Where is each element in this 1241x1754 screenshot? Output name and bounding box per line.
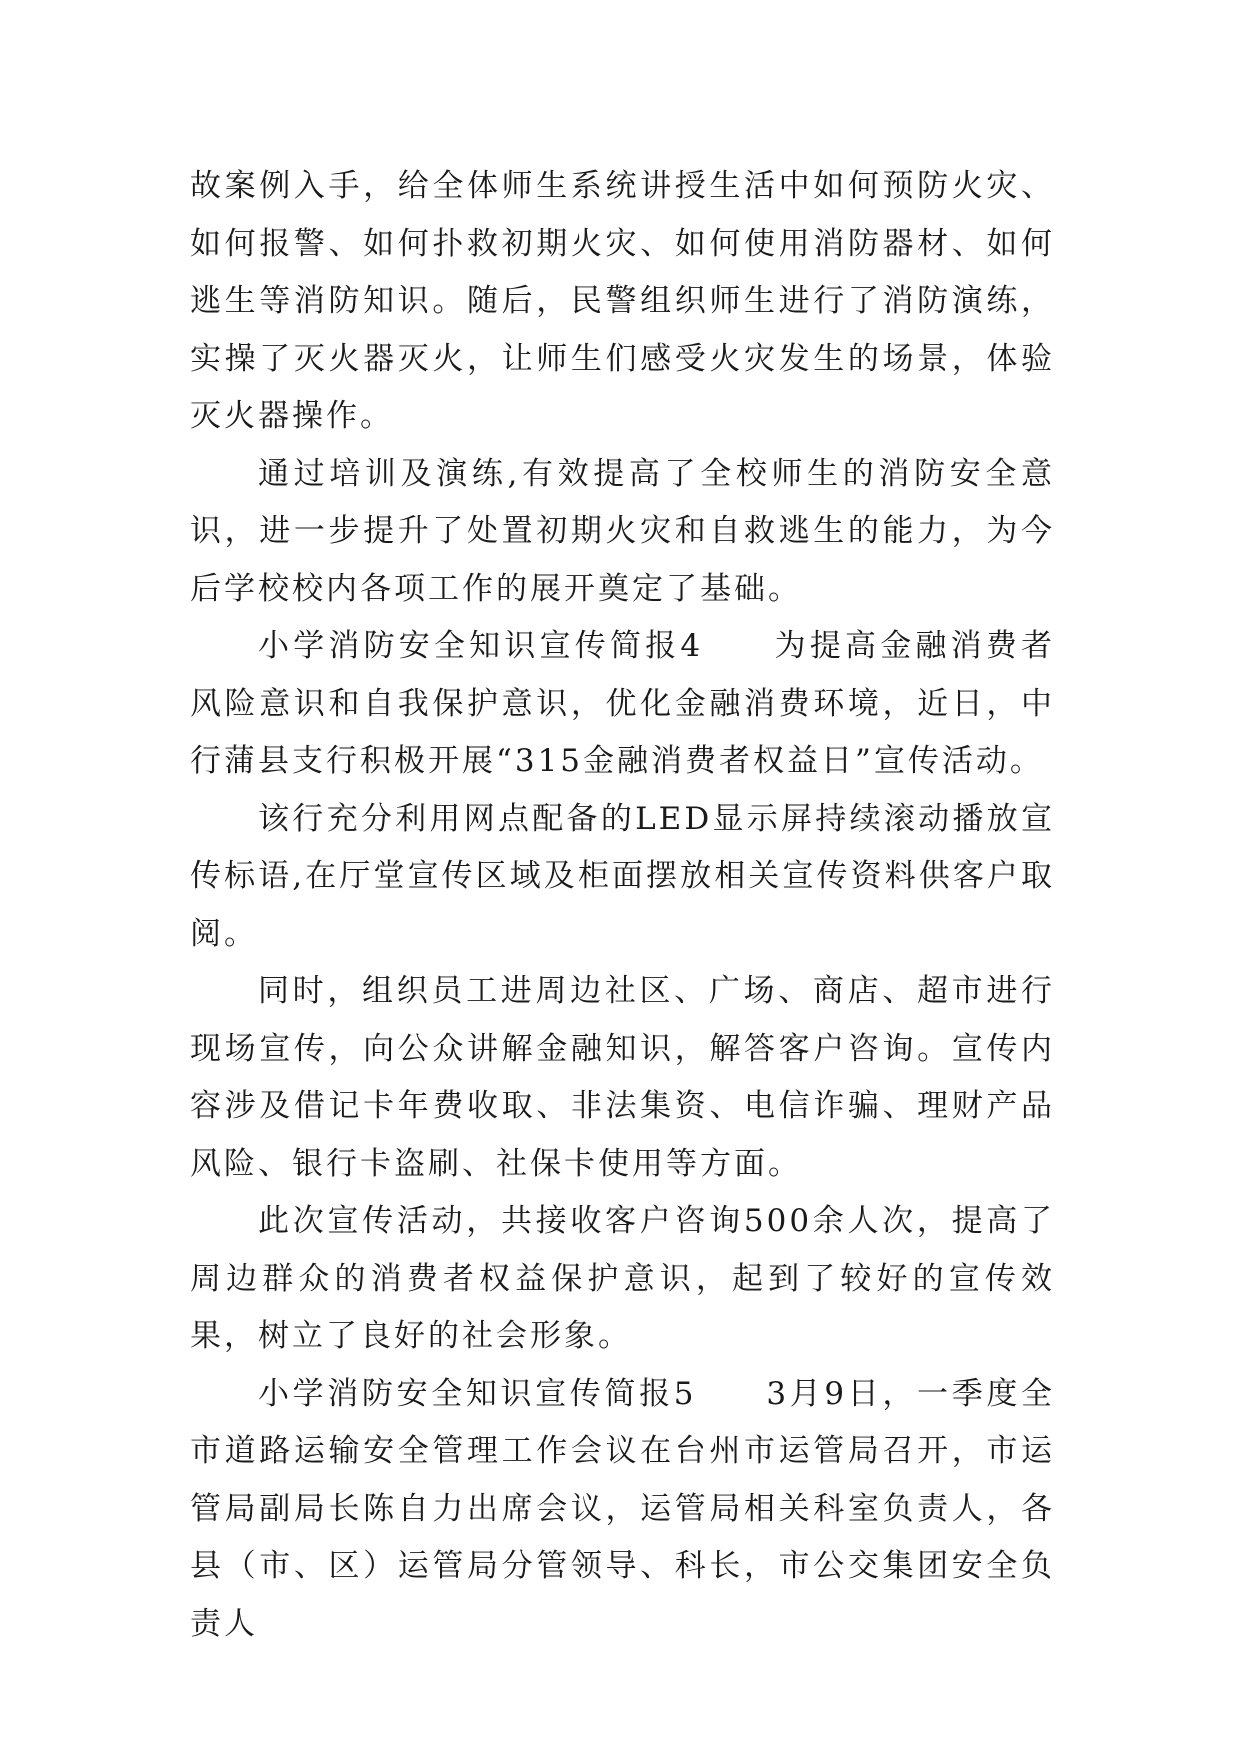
paragraph-5: 同时，组织员工进周边社区、广场、商店、超市进行现场宣传，向公众讲解金融知识，解答客户咨询。宣传内容涉及借记卡年费收取、非法集资、电信诈骗、理财产品风险、银行卡盗刷、社保卡使用等方面。 <box>190 973 1055 1182</box>
document-body <box>190 158 1055 1653</box>
paragraph-4: 该行充分利用网点配备的LED显示屏持续滚动播放宣传标语,在厅堂宣传区域及柜面摆放相关宣传资料供客户取阅。 <box>190 800 1055 952</box>
paragraph-7: 小学消防安全知识宣传简报5 3月9日，一季度全市道路运输安全管理工作会议在台州市运管局召开，市运管局副局长陈自力出席会议，运管局相关科室负责人，各县（市、区）运管局分管领导、科长，市公交集团安全负责人 <box>190 1375 1055 1642</box>
paragraph-6: 此次宣传活动，共接收客户咨询500余人次，提高了周边群众的消费者权益保护意识，起到了较好的宣传效果，树立了良好的社会形象。 <box>190 1203 1055 1354</box>
paragraph-1: 故案例入手，给全体师生系统讲授生活中如何预防火灾、如何报警、如何扑救初期火灾、如何使用消防器材、如何逃生等消防知识。随后，民警组织师生进行了消防演练，实操了灭火器灭火，让师生们感受火灾发生的场景，体验灭火器操作。 <box>190 168 1055 434</box>
paragraph-2: 通过培训及演练,有效提高了全校师生的消防安全意识，进一步提升了处置初期火灾和自救逃生的能力，为今后学校校内各项工作的展开奠定了基础。 <box>190 455 1055 607</box>
paragraph-3: 小学消防安全知识宣传简报4 为提高金融消费者风险意识和自我保护意识，优化金融消费环境，近日，中行蒲县支行积极开展“315金融消费者权益日”宣传活动。 <box>190 628 1055 779</box>
